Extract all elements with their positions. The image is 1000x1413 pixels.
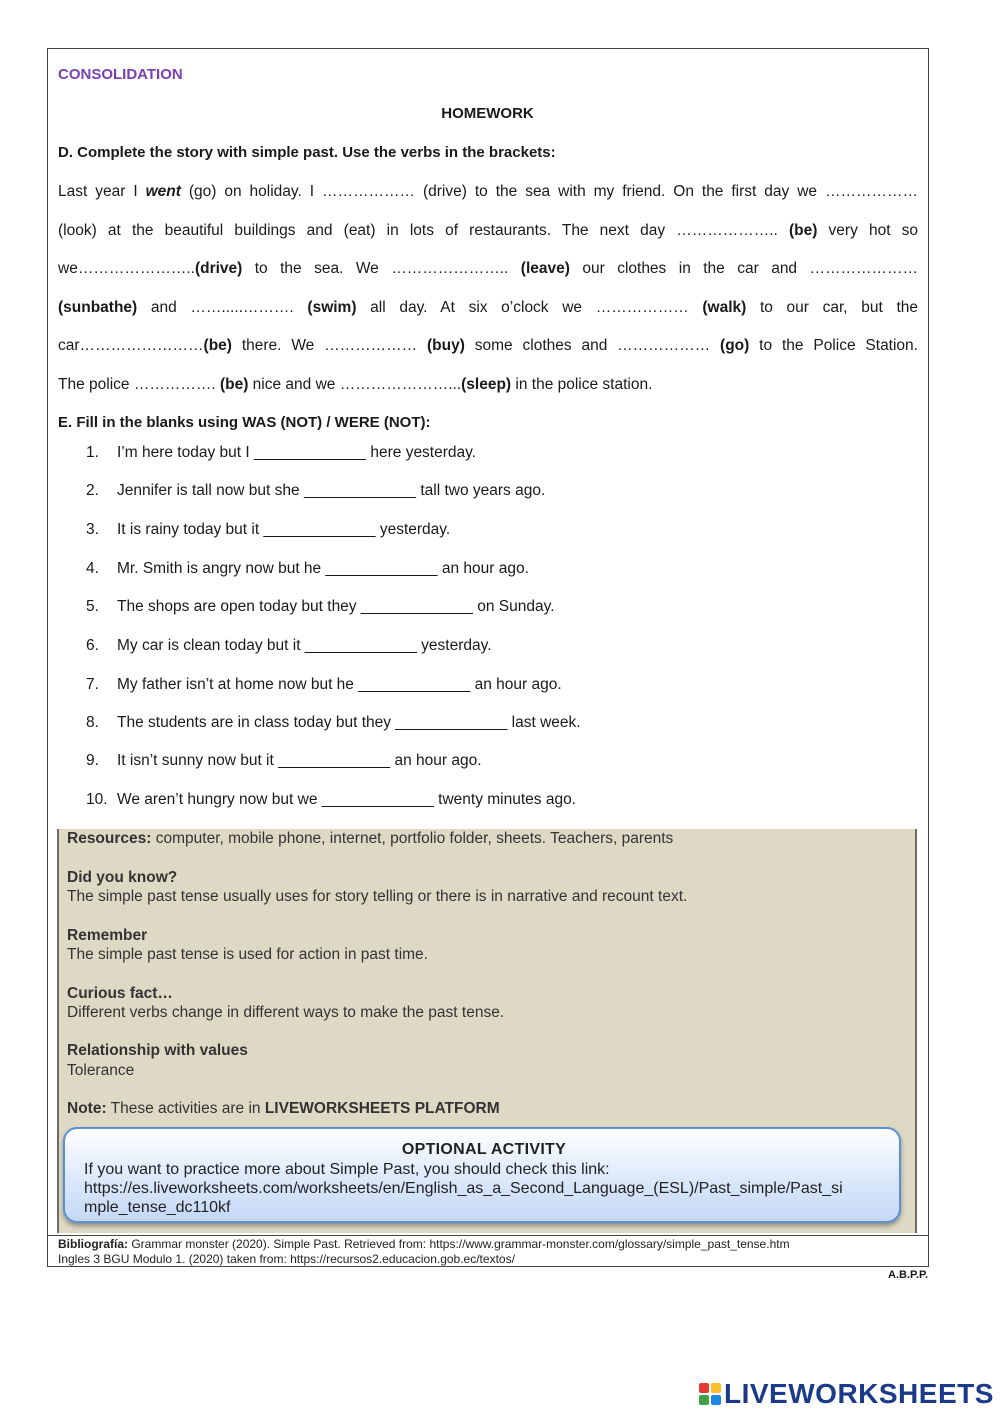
story-text: (look) at the beautiful buildings and (eat) in lots of restaurants. The next day ……………….. [58, 222, 789, 239]
exercise-item: 4. Mr. Smith is angry now but he _____________ an hour ago. [86, 560, 529, 577]
story-line-1 [58, 183, 918, 201]
story-verb: (sunbathe) [58, 299, 138, 316]
page-title: HOMEWORK [441, 105, 534, 122]
exercise-text: My car is clean today but it _____________ yesterday. [117, 637, 492, 654]
story-text: our clothes in the car and ………………… [569, 260, 918, 277]
logo-square [711, 1395, 721, 1405]
resources-line [67, 830, 673, 848]
exercise-text: It is rainy today but it _____________ yesterday. [117, 521, 451, 538]
exercise-e-heading: E. Fill in the blanks using WAS (NOT) / WERE (NOT): [58, 414, 431, 431]
optional-activity-link[interactable]: https://es.liveworksheets.com/worksheets/en/English_as_a_Second_Language_(ESL)/Past_simple/Past_si [84, 1180, 843, 1197]
story-line-6 [58, 376, 918, 394]
remember-title: Remember [67, 927, 148, 944]
liveworksheets-logo[interactable] [699, 1377, 994, 1411]
story-text: all day. At six o’clock we ……………… [356, 299, 703, 316]
exercise-item: 1. I’m here today but I _____________ here yesterday. [86, 444, 477, 461]
story-text: some clothes and ……………… [464, 337, 721, 354]
story-line-4 [58, 299, 918, 317]
note-label: Note: [67, 1100, 107, 1117]
story-text: to the sea. We ………………….. [242, 260, 521, 277]
optional-activity-title: OPTIONAL ACTIVITY [401, 1141, 567, 1158]
values-text: Tolerance [67, 1062, 135, 1079]
story-verb: (be) [203, 337, 232, 354]
resources-label: Resources: [67, 830, 152, 847]
author-initials: A.B.P.P. [888, 1269, 928, 1281]
story-text: and …….....………. [137, 299, 308, 316]
story-line-3 [58, 260, 918, 278]
story-text: nice and we …………………... [248, 376, 462, 393]
exercise-text: My father isn’t at home now but he _____________ an hour ago. [117, 676, 562, 693]
exercise-text: We aren’t hungry now but we _____________ twenty minutes ago. [117, 791, 576, 808]
note-platform: LIVEWORKSHEETS PLATFORM [264, 1100, 500, 1117]
story-verb: (buy) [427, 337, 465, 354]
exercise-text: The shops are open today but they _____________ on Sunday. [117, 598, 555, 615]
did-you-know-text: The simple past tense usually uses for story telling or there is in narrative and recount text. [67, 888, 688, 905]
story-text: to our car, but the [746, 299, 918, 316]
story-text: in the police station. [511, 376, 653, 393]
exercise-text: I’m here today but I _____________ here yesterday. [117, 444, 477, 461]
values-title: Relationship with values [67, 1042, 248, 1059]
section-label: CONSOLIDATION [58, 66, 183, 83]
story-verb: (swim) [307, 299, 357, 316]
logo-square [699, 1395, 709, 1405]
curious-fact-text: Different verbs change in different ways to make the past tense. [67, 1004, 505, 1021]
story-verb: went [145, 183, 181, 200]
story-line-2 [58, 222, 918, 240]
exercise-text: Mr. Smith is angry now but he _____________ an hour ago. [117, 560, 529, 577]
bibliography-line-2: Ingles 3 BGU Modulo 1. (2020) taken from: https://recursos2.educacion.gob.ec/textos/ [58, 1252, 515, 1266]
story-verb: (be) [219, 376, 249, 393]
story-verb: (be) [788, 222, 818, 239]
note-line [67, 1100, 500, 1118]
exercise-text: It isn’t sunny now but it _____________ an hour ago. [117, 752, 482, 769]
exercise-d-heading: D. Complete the story with simple past. Use the verbs in the brackets: [58, 144, 556, 161]
note-text: These activities are in [106, 1100, 265, 1117]
story-text: car…………………… [58, 337, 204, 354]
exercise-item: 9. It isn’t sunny now but it _____________ an hour ago. [86, 752, 482, 769]
story-text: (go) on holiday. I ……………… (drive) to the sea with my friend. On the first day we ……………… [180, 183, 918, 200]
optional-activity-text: If you want to practice more about Simple Past, you should check this link: [84, 1161, 610, 1178]
exercise-item: 7. My father isn’t at home now but he _____________ an hour ago. [86, 676, 562, 693]
exercise-item: 5. The shops are open today but they _____________ on Sunday. [86, 598, 555, 615]
bibliography-label: Bibliografía: [58, 1237, 129, 1251]
story-verb: (go) [720, 337, 750, 354]
story-text: The police ……………. [58, 376, 220, 393]
optional-activity-link-cont[interactable]: mple_tense_dc110kf [84, 1199, 231, 1216]
optional-activity-box [63, 1127, 901, 1223]
did-you-know-title: Did you know? [67, 869, 178, 886]
story-verb: (sleep) [461, 376, 512, 393]
liveworksheets-icon [699, 1383, 721, 1405]
exercise-item: 3. It is rainy today but it _____________ yesterday. [86, 521, 451, 538]
story-text: Last year I [58, 183, 146, 200]
story-line-5 [58, 337, 918, 355]
exercise-text: The students are in class today but they _____________ last week. [117, 714, 581, 731]
liveworksheets-brand: LIVEWORKSHEETS [724, 1378, 994, 1409]
curious-fact-title: Curious fact… [67, 985, 173, 1002]
remember-text: The simple past tense is used for action in past time. [67, 946, 428, 963]
story-text: there. We ……………… [231, 337, 427, 354]
bibliography-divider [47, 1235, 929, 1236]
resources-text: computer, mobile phone, internet, portfolio folder, sheets. Teachers, parents [151, 830, 674, 847]
exercise-text: Jennifer is tall now but she _____________ tall two years ago. [117, 482, 546, 499]
exercise-item: 8. The students are in class today but they _____________ last week. [86, 714, 581, 731]
story-text: we………………….. [58, 260, 195, 277]
exercise-item: 10. We aren’t hungry now but we _____________ twenty minutes ago. [86, 791, 576, 808]
exercise-item: 2. Jennifer is tall now but she _____________ tall two years ago. [86, 482, 546, 499]
logo-square [699, 1383, 709, 1393]
story-verb: (leave) [520, 260, 570, 277]
story-verb: (drive) [194, 260, 243, 277]
story-text: very hot so [817, 222, 918, 239]
bibliography-text: Grammar monster (2020). Simple Past. Retrieved from: https://www.grammar-monster.com/glossary/simple_past_tense.htm [128, 1237, 790, 1251]
bibliography-line-1 [58, 1237, 790, 1251]
story-text: to the Police Station. [749, 337, 918, 354]
exercise-item: 6. My car is clean today but it _____________ yesterday. [86, 637, 492, 654]
logo-square [711, 1383, 721, 1393]
story-verb: (walk) [702, 299, 747, 316]
